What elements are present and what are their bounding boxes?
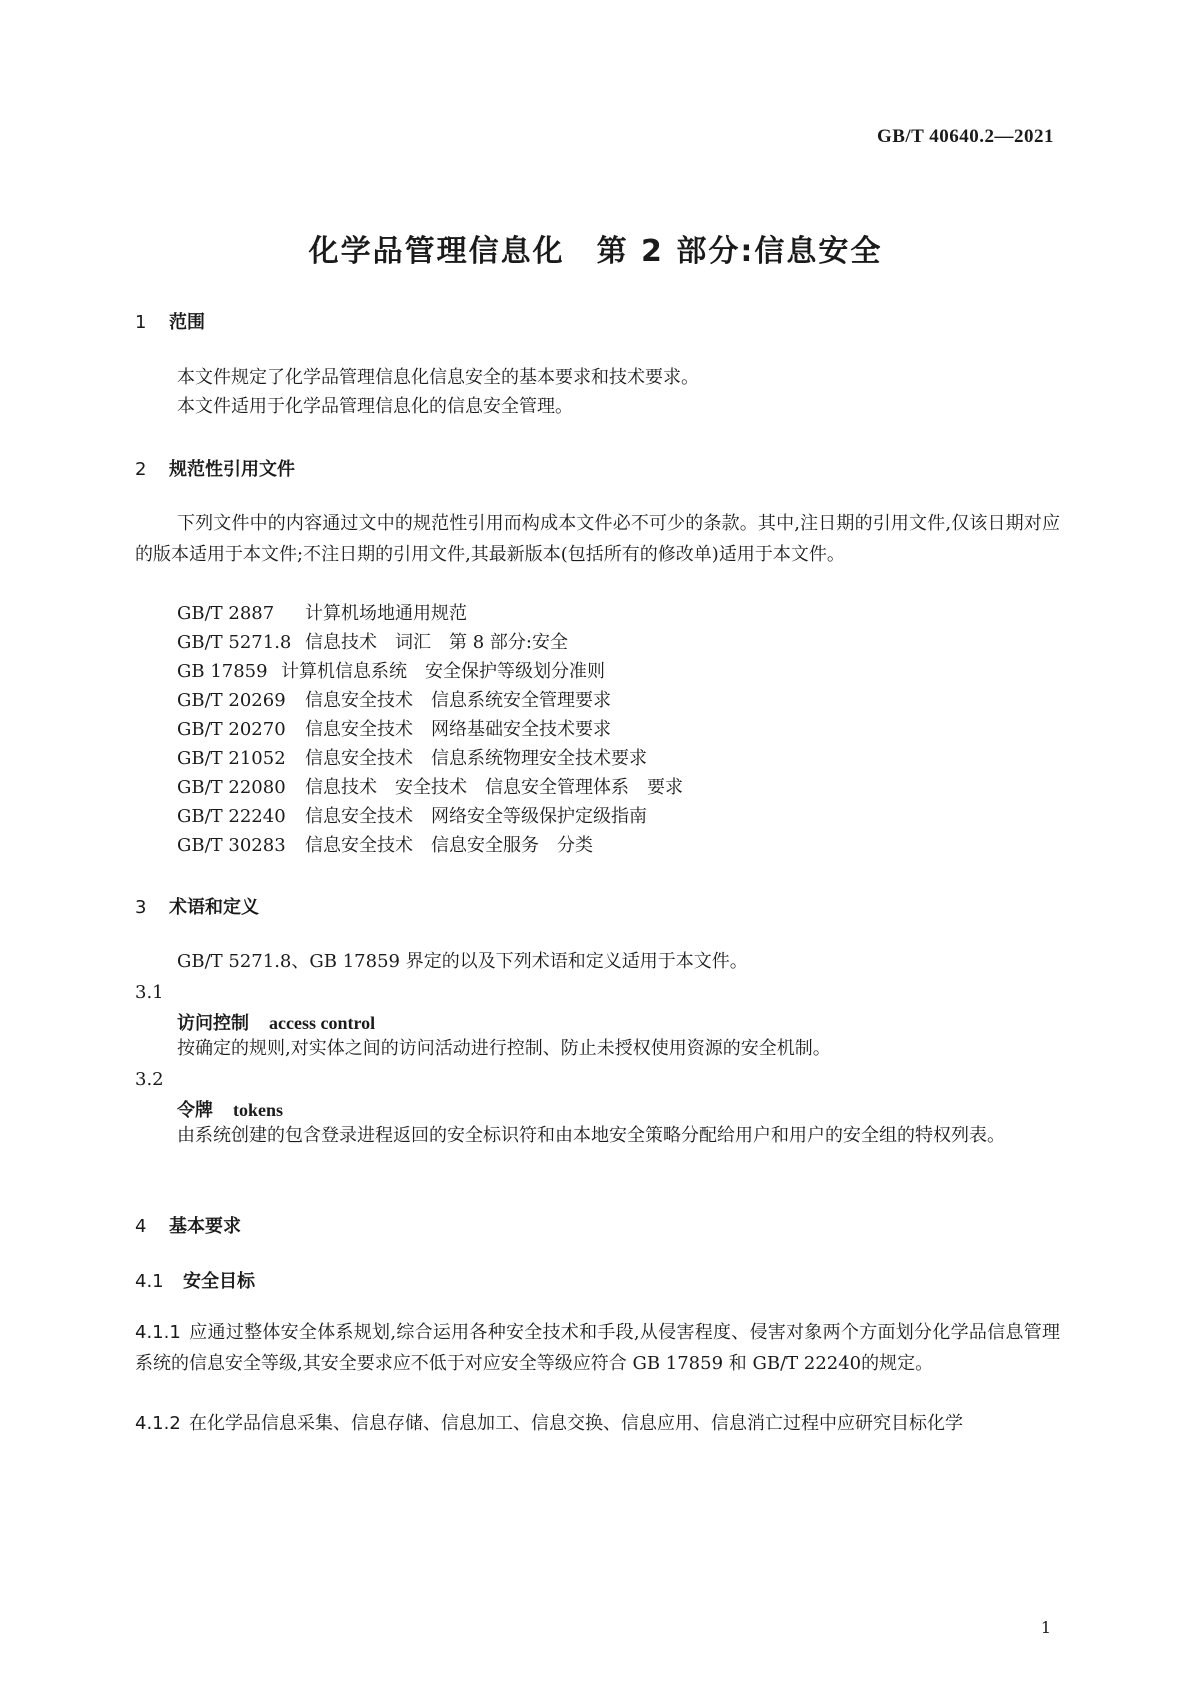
reference-title: 计算机场地通用规范 [305,603,467,624]
subsection-number: 4.1 [135,1271,164,1292]
reference-item [177,831,593,857]
page-number: 1 [1040,1618,1051,1637]
section-number: 2 [135,459,147,480]
paragraph: 下列文件中的内容通过文中的规范性引用而构成本文件必不可少的条款。其中,注日期的引用文件,仅该日期对应的版本适用于本文件;不注日期的引用文件,其最新版本(包括所有的修改单)适用于本文件。 [135,513,1060,565]
term-zh: 令牌 [177,1100,213,1121]
term-definition: 由系统创建的包含登录进程返回的安全标识符和由本地安全策略分配给用户和用户的安全组的特权列表。 [177,1125,1005,1146]
section-2-heading [135,455,295,481]
section-title: 术语和定义 [169,897,259,918]
section-4-heading [135,1212,241,1238]
reference-code: GB/T 21052 [177,748,286,769]
reference-item [177,686,611,712]
section-number: 4 [135,1216,147,1237]
reference-title: 信息安全技术 网络基础安全技术要求 [305,719,611,740]
section-title: 范围 [169,312,205,333]
term-en: access control [269,1013,376,1033]
reference-title: 信息安全技术 信息安全服务 分类 [305,835,593,856]
subsection-4-1-heading [135,1267,255,1293]
reference-code: GB/T 30283 [177,835,286,856]
section-3-heading [135,893,259,919]
term-heading [177,1009,375,1035]
reference-title: 计算机信息系统 安全保护等级划分准则 [281,661,605,682]
reference-code: GB/T 20269 [177,690,286,711]
reference-code: GB/T 22240 [177,806,286,827]
document-title: 化学品管理信息化 第 2 部分:信息安全 [308,234,883,269]
reference-item [177,657,605,683]
term-heading [177,1096,283,1122]
clause-text: 应通过整体安全体系规划,综合运用各种安全技术和手段,从侵害程度、侵害对象两个方面划分化学品信息管理系统的信息安全等级,其安全要求应不低于对应安全等级应符合 GB 17859 和 GB/T 22240的规定。 [135,1322,1060,1374]
term-number: 3.2 [135,1069,164,1090]
section-title: 基本要求 [169,1216,241,1237]
section-title: 规范性引用文件 [169,459,295,480]
term-zh: 访问控制 [177,1013,249,1034]
clause-number: 4.1.2 [135,1413,181,1434]
reference-title: 信息安全技术 信息系统物理安全技术要求 [305,748,647,769]
clause-4-1-2 [135,1408,1060,1439]
term-number: 3.1 [135,982,164,1003]
reference-code: GB/T 5271.8 [177,632,292,653]
reference-item [177,802,647,828]
reference-code: GB/T 2887 [177,603,275,624]
subsection-title: 安全目标 [183,1271,255,1292]
reference-title: 信息安全技术 信息系统安全管理要求 [305,690,611,711]
reference-item [177,715,611,741]
standard-code: GB/T 40640.2—2021 [876,126,1054,147]
reference-item [177,744,647,770]
paragraph: 本文件规定了化学品管理信息化信息安全的基本要求和技术要求。 [177,367,699,388]
reference-title: 信息技术 词汇 第 8 部分:安全 [305,632,568,653]
term-definition: 按确定的规则,对实体之间的访问活动进行控制、防止未授权使用资源的安全机制。 [177,1038,831,1059]
reference-item [177,773,683,799]
term-en: tokens [233,1100,284,1120]
paragraph: 本文件适用于化学品管理信息化的信息安全管理。 [177,396,573,417]
section-1-heading [135,308,205,334]
reference-title: 信息技术 安全技术 信息安全管理体系 要求 [305,777,683,798]
reference-code: GB/T 20270 [177,719,286,740]
section-number: 3 [135,897,147,918]
reference-title: 信息安全技术 网络安全等级保护定级指南 [305,806,647,827]
clause-number: 4.1.1 [135,1322,181,1343]
paragraph: GB/T 5271.8、GB 17859 界定的以及下列术语和定义适用于本文件。 [177,951,748,972]
clause-4-1-1 [135,1317,1060,1379]
reference-code: GB 17859 [177,661,268,682]
reference-item [177,599,467,625]
clause-text: 在化学品信息采集、信息存储、信息加工、信息交换、信息应用、信息消亡过程中应研究目标化学 [189,1413,963,1434]
reference-item [177,628,568,654]
reference-code: GB/T 22080 [177,777,286,798]
section-number: 1 [135,312,147,333]
